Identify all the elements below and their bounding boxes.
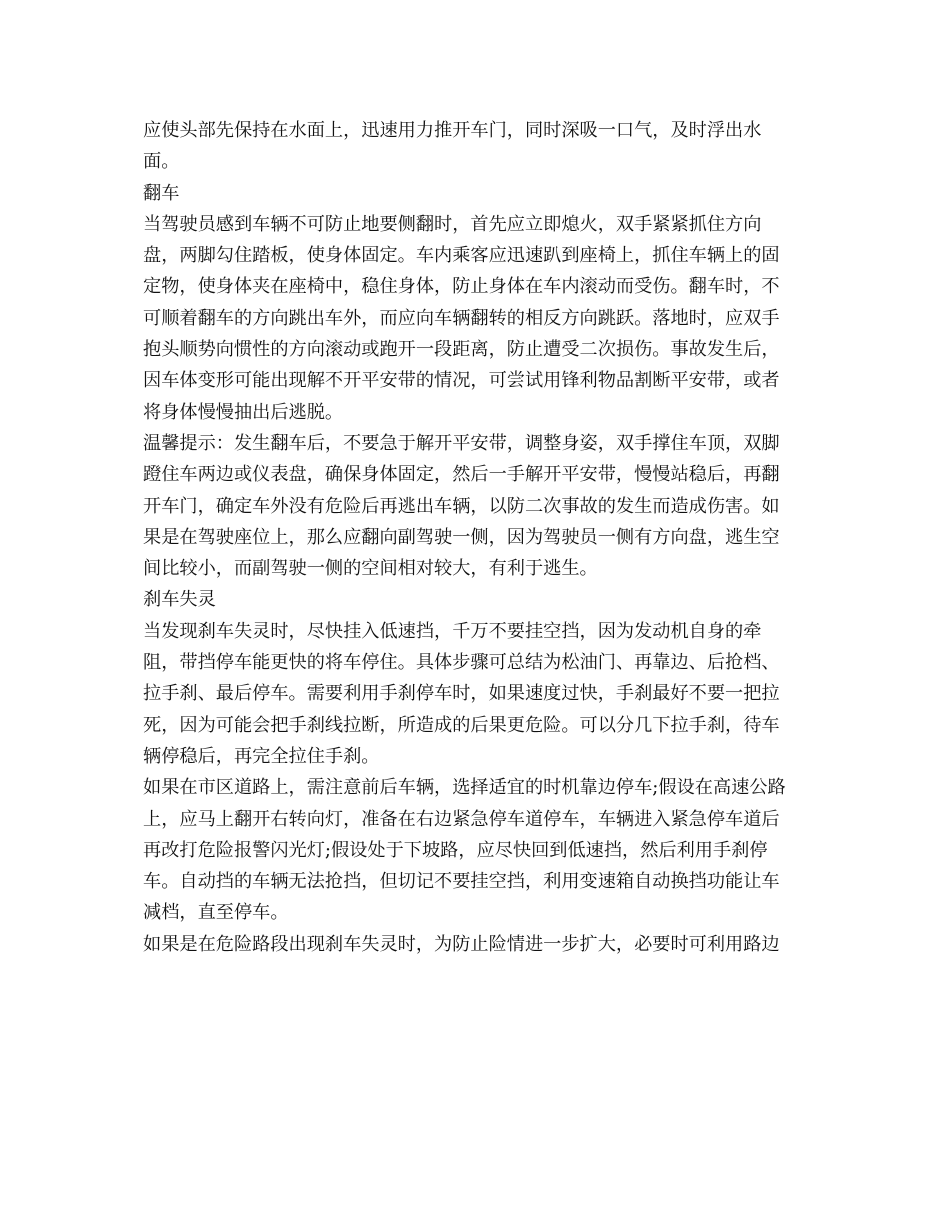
- text-line: 因车体变形可能出现解不开平安带的情况，可尝试用锋利物品割断平安带，或者: [143, 370, 780, 392]
- text-line: 阻，带挡停车能更快的将车停住。具体步骤可总结为松油门、再靠边、后抢档、: [143, 652, 780, 674]
- text-line: 上，应马上翻开右转向灯，准备在右边紧急停车道停车，车辆进入紧急停车道后: [143, 808, 780, 830]
- text-line: 当驾驶员感到车辆不可防止地要侧翻时，首先应立即熄火，双手紧紧抓住方向: [143, 213, 762, 235]
- text-line: 减档，直至停车。: [143, 902, 289, 924]
- text-line: 应使头部先保持在水面上，迅速用力推开车门，同时深吸一口气，及时浮出水: [143, 120, 762, 141]
- text-line: 如果是在危险路段出现刹车失灵时，为防止险情进一步扩大，必要时可利用路边: [143, 933, 780, 955]
- section-heading: 刹车失灵: [143, 589, 216, 611]
- text-line: 可顺着翻车的方向跳出车外，而应向车辆翻转的相反方向跳跃。落地时，应双手: [143, 307, 780, 329]
- text-line: 蹬住车两边或仪表盘，确保身体固定，然后一手解开平安带，慢慢站稳后，再翻: [143, 464, 780, 486]
- text-line: 死，因为可能会把手刹线拉断，所造成的后果更危险。可以分几下拉手刹，待车: [143, 714, 780, 736]
- text-line: 定物，使身体夹在座椅中，稳住身体，防止身体在车内滚动而受伤。翻车时，不: [143, 276, 780, 298]
- text-line: 将身体慢慢抽出后逃脱。: [143, 401, 344, 423]
- text-line: 开车门，确定车外没有危险后再逃出车辆，以防二次事故的发生而造成伤害。如: [143, 495, 780, 517]
- text-line: 盘，两脚勾住踏板，使身体固定。车内乘客应迅速趴到座椅上，抓住车辆上的固: [143, 245, 780, 267]
- document-body: [143, 115, 808, 960]
- text-line: 辆停稳后，再完全拉住手刹。: [143, 745, 380, 767]
- text-line: 抱头顺势向惯性的方向滚动或跑开一段距离，防止遭受二次损伤。事故发生后，: [143, 339, 780, 361]
- text-line: 间比较小，而副驾驶一侧的空间相对较大，有利于逃生。: [143, 558, 598, 580]
- section-heading: 翻车: [143, 182, 180, 204]
- text-line: 果是在驾驶座位上，那么应翻向副驾驶一侧，因为驾驶员一侧有方向盘，逃生空: [143, 526, 780, 548]
- text-line: 当发现刹车失灵时，尽快挂入低速挡，千万不要挂空挡，因为发动机自身的牵: [143, 620, 762, 642]
- text-line: 面。: [143, 151, 180, 173]
- text-line: 温馨提示：发生翻车后，不要急于解开平安带，调整身姿，双手撑住车顶，双脚: [143, 432, 780, 454]
- text-line: 再改打危险报警闪光灯;假设处于下坡路，应尽快回到低速挡，然后利用手刹停: [143, 839, 768, 861]
- text-line: 拉手刹、最后停车。需要利用手刹停车时，如果速度过快，手刹最好不要一把拉: [143, 683, 780, 705]
- text-line: 车。自动挡的车辆无法抢挡，但切记不要挂空挡，利用变速箱自动换挡功能让车: [143, 871, 780, 893]
- text-line: 如果在市区道路上，需注意前后车辆，选择适宜的时机靠边停车;假设在高速公路: [143, 777, 786, 799]
